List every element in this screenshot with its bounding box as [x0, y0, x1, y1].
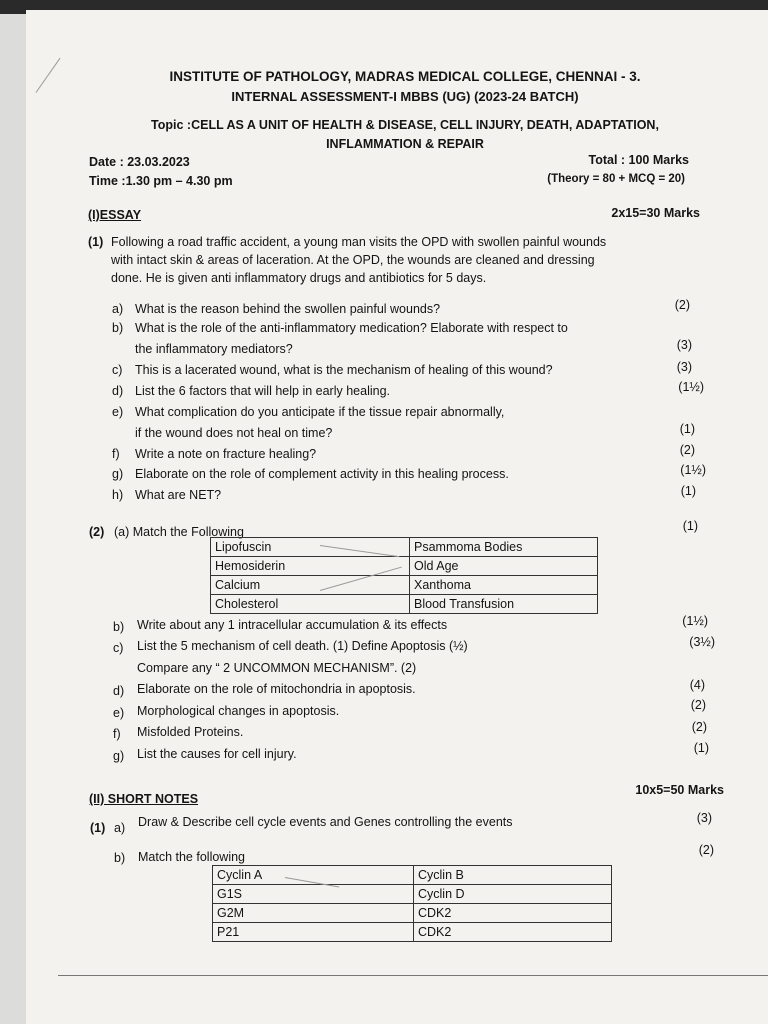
q2-part-label: b): [113, 620, 125, 634]
q1-part-text: Write a note on fracture healing?: [135, 447, 317, 461]
table-cell: G1S: [213, 885, 414, 904]
q2-part-mark: (2): [691, 720, 707, 734]
table-cell: Xanthoma: [410, 576, 598, 595]
q1-part-text: What is the role of the anti-inflammatory medication? Elaborate with respect to: [135, 321, 568, 335]
table-row: [211, 538, 598, 557]
q2-part-mark: (3½): [689, 635, 715, 649]
q1-part-text: What is the reason behind the swollen painful wounds?: [135, 302, 441, 316]
q2-part-text: Elaborate on the role of mitochondria in apoptosis.: [137, 682, 416, 696]
table-cell: Old Age: [410, 557, 598, 576]
q1-part-label: h): [112, 488, 124, 502]
q2-part-mark: (2): [690, 698, 706, 712]
q1-part-label: g): [112, 467, 124, 481]
q1-stem-line2: with intact skin & areas of laceration. At the OPD, the wounds are cleaned and dressing: [111, 253, 595, 267]
topic-line-1: Topic :CELL AS A UNIT OF HEALTH & DISEASE, CELL INJURY, DEATH, ADAPTATION,: [151, 118, 659, 132]
table-cell: Psammoma Bodies: [410, 538, 598, 557]
q1-part-mark: (2): [679, 443, 695, 457]
sn-q1b-label: b): [114, 851, 126, 865]
table-cell: Cyclin B: [414, 866, 612, 885]
q2-number: (2): [89, 525, 105, 539]
table-cell: CDK2: [414, 923, 612, 942]
q1-part-text-cont: the inflammatory mediators?: [135, 342, 293, 356]
table-cell: Cyclin D: [414, 885, 612, 904]
q1-part-mark: (1½): [680, 463, 706, 477]
q2-part-label: d): [113, 684, 125, 698]
q1-part-label: e): [112, 405, 124, 419]
q1-part-text: What are NET?: [135, 488, 222, 502]
q2-part-text: Write about any 1 intracellular accumulation & its effects: [137, 618, 448, 632]
q1-stem-line3: done. He is given anti inflammatory drugs and antibiotics for 5 days.: [111, 271, 487, 285]
table-cell: G2M: [213, 904, 414, 923]
q1-part-text: Elaborate on the role of complement activity in this healing process.: [135, 467, 509, 481]
table-row: [213, 904, 612, 923]
q1-part-text: This is a lacerated wound, what is the mechanism of healing of this wound?: [135, 363, 553, 377]
q2-part-label: g): [113, 749, 125, 763]
sn-q1b-mark: (2): [698, 843, 714, 857]
essay-marks: 2x15=30 Marks: [611, 206, 700, 220]
q2a-text: (a) Match the Following: [114, 525, 244, 539]
q1-part-mark: (3): [676, 360, 692, 374]
exam-time: Time :1.30 pm – 4.30 pm: [89, 174, 233, 188]
sn-q1a-text: Draw & Describe cell cycle events and Genes controlling the events: [138, 815, 513, 829]
table-cell: P21: [213, 923, 414, 942]
total-marks: Total : 100 Marks: [588, 153, 689, 167]
table-row: [211, 576, 598, 595]
sn-match-table: [212, 865, 612, 942]
essay-heading: (I)ESSAY: [88, 208, 142, 222]
page-bottom-line: [58, 975, 768, 976]
marks-breakup: (Theory = 80 + MCQ = 20): [547, 173, 685, 185]
q2-part-text: List the 5 mechanism of cell death. (1) Define Apoptosis (½): [137, 639, 468, 653]
q2-part-mark: (1): [693, 741, 709, 755]
table-cell: Blood Transfusion: [410, 595, 598, 614]
q2-part-text: Morphological changes in apoptosis.: [137, 704, 340, 718]
q1-part-mark: (3): [676, 338, 692, 352]
q1-part-label: d): [112, 384, 124, 398]
table-row: [213, 923, 612, 942]
institute-title: INSTITUTE OF PATHOLOGY, MADRAS MEDICAL COLLEGE, CHENNAI - 3.: [169, 69, 641, 84]
q1-part-mark: (1): [679, 422, 695, 436]
q2-part-text-cont: Compare any “ 2 UNCOMMON MECHANISM”. (2): [137, 661, 417, 675]
q1-part-text-cont: if the wound does not heal on time?: [135, 426, 333, 440]
sn-q1-number: (1): [90, 821, 106, 835]
short-notes-heading: (II) SHORT NOTES: [89, 792, 199, 806]
q1-part-label: b): [112, 321, 124, 335]
exam-date: Date : 23.03.2023: [89, 155, 190, 169]
table-row: [211, 557, 598, 576]
q1-part-mark: (1½): [678, 380, 704, 394]
sn-q1a-label: a): [114, 821, 126, 835]
q1-part-label: c): [112, 363, 123, 377]
table-cell: Calcium: [211, 576, 410, 595]
exam-title: INTERNAL ASSESSMENT-I MBBS (UG) (2023-24 BATCH): [231, 89, 579, 104]
q2-match-table: [210, 537, 598, 614]
table-row: [213, 885, 612, 904]
q2a-mark: (1): [682, 519, 698, 533]
table-cell: Cholesterol: [211, 595, 410, 614]
short-notes-marks: 10x5=50 Marks: [635, 783, 724, 797]
q1-part-label: a): [112, 302, 124, 316]
table-cell: CDK2: [414, 904, 612, 923]
q1-part-text: List the 6 factors that will help in early healing.: [135, 384, 390, 398]
q2-part-label: f): [113, 727, 121, 741]
q2-part-label: c): [113, 641, 124, 655]
q2-part-mark: (4): [689, 678, 705, 692]
table-cell: Hemosiderin: [211, 557, 410, 576]
q1-part-label: f): [112, 447, 120, 461]
table-cell: Cyclin A: [213, 866, 414, 885]
q2-part-text: List the causes for cell injury.: [137, 747, 297, 761]
q1-number: (1): [88, 235, 104, 249]
q1-part-mark: (2): [674, 298, 690, 312]
q1-stem-line1: Following a road traffic accident, a young man visits the OPD with swollen painful wounds: [111, 235, 607, 249]
q2-part-text: Misfolded Proteins.: [137, 725, 244, 739]
sn-q1a-mark: (3): [696, 811, 712, 825]
q1-part-text: What complication do you anticipate if the tissue repair abnormally,: [135, 405, 505, 419]
q1-part-mark: (1): [680, 484, 696, 498]
topic-line-2: INFLAMMATION & REPAIR: [326, 137, 484, 151]
table-row: [213, 866, 612, 885]
table-cell: Lipofuscin: [211, 538, 410, 557]
sn-q1b-text: Match the following: [138, 850, 246, 864]
q2-part-label: e): [113, 706, 125, 720]
table-row: [211, 595, 598, 614]
q2-part-mark: (1½): [682, 614, 708, 628]
